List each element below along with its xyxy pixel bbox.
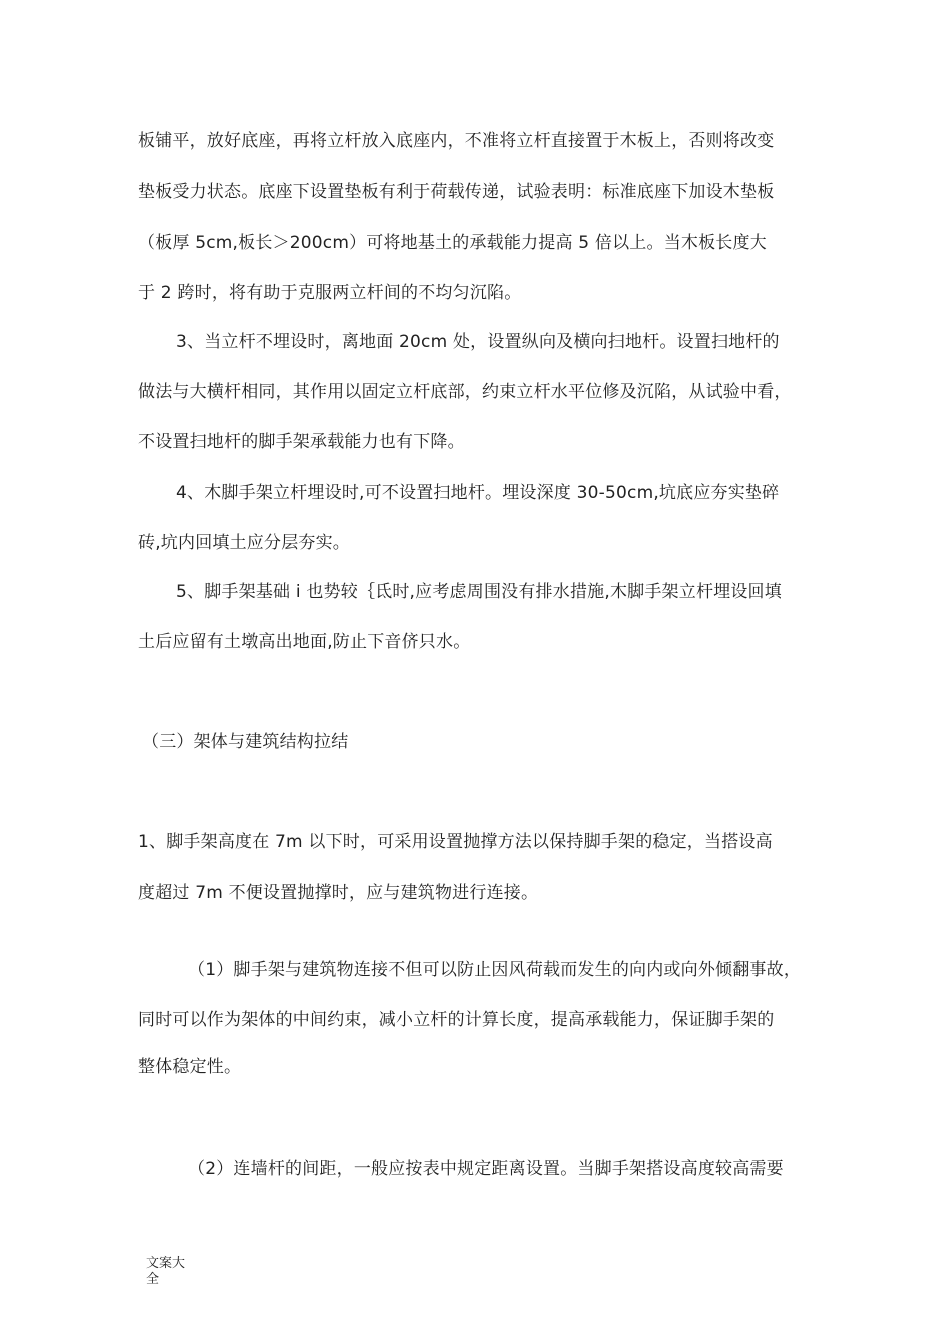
paragraph-line: 土后应留有土墩高出地面,防止下音侪只水。 (138, 632, 471, 652)
footer-label-line: 全 (146, 1272, 160, 1287)
paragraph-line: 3、当立杆不埋设时，离地面 20cm 处，设置纵向及横向扫地杆。设置扫地杆的 (176, 332, 780, 352)
paragraph-line: 度超过 7m 不便设置抛撑时，应与建筑物进行连接。 (138, 883, 539, 903)
paragraph-line: （板厚 5cm,板长＞200cm）可将地基土的承载能力提高 5 倍以上。当木板长度大 (138, 233, 767, 253)
paragraph-line: 4、木脚手架立杆埋设时,可不设置扫地杆。埋设深度 30-50cm,坑底应夯实垫碎 (176, 483, 780, 503)
section-heading: （三）架体与建筑结构拉结 (142, 732, 349, 752)
paragraph-line: 板铺平，放好底座，再将立杆放入底座内，不准将立杆直接置于木板上，否则将改变 (138, 131, 775, 151)
paragraph-line: 1、脚手架高度在 7m 以下时，可采用设置抛撑方法以保持脚手架的稳定，当搭设高 (138, 832, 773, 852)
paragraph-line: 不设置扫地杆的脚手架承载能力也有下降。 (138, 432, 465, 452)
paragraph-line: 砖,坑内回填土应分层夯实。 (138, 533, 351, 553)
paragraph-line: （1）脚手架与建筑物连接不但可以防止因风荷载而发生的向内或向外倾翻事故， (188, 960, 802, 980)
paragraph-line: （2）连墙杆的间距，一般应按表中规定距离设置。当脚手架搭设高度较高需要 (188, 1159, 784, 1179)
footer-label-line: 文案大 (146, 1256, 186, 1271)
paragraph-line: 做法与大横杆相同，其作用以固定立杆底部，约束立杆水平位修及沉陷，从试验中看， (138, 382, 792, 402)
paragraph-line: 垫板受力状态。底座下设置垫板有利于荷载传递，试验表明：标准底座下加设木垫板 (138, 182, 775, 202)
paragraph-line: 同时可以作为架体的中间约束，减小立杆的计算长度，提高承载能力，保证脚手架的 (138, 1010, 775, 1030)
paragraph-line: 整体稳定性。 (138, 1057, 242, 1077)
footer-label (146, 1256, 196, 1288)
paragraph-line: 于 2 跨时，将有助于克服两立杆间的不均匀沉陷。 (138, 283, 522, 303)
paragraph-line: 5、脚手架基础 i 也势较｛氐时,应考虑周围没有排水措施,木脚手架立杆埋设回填 (176, 582, 782, 602)
